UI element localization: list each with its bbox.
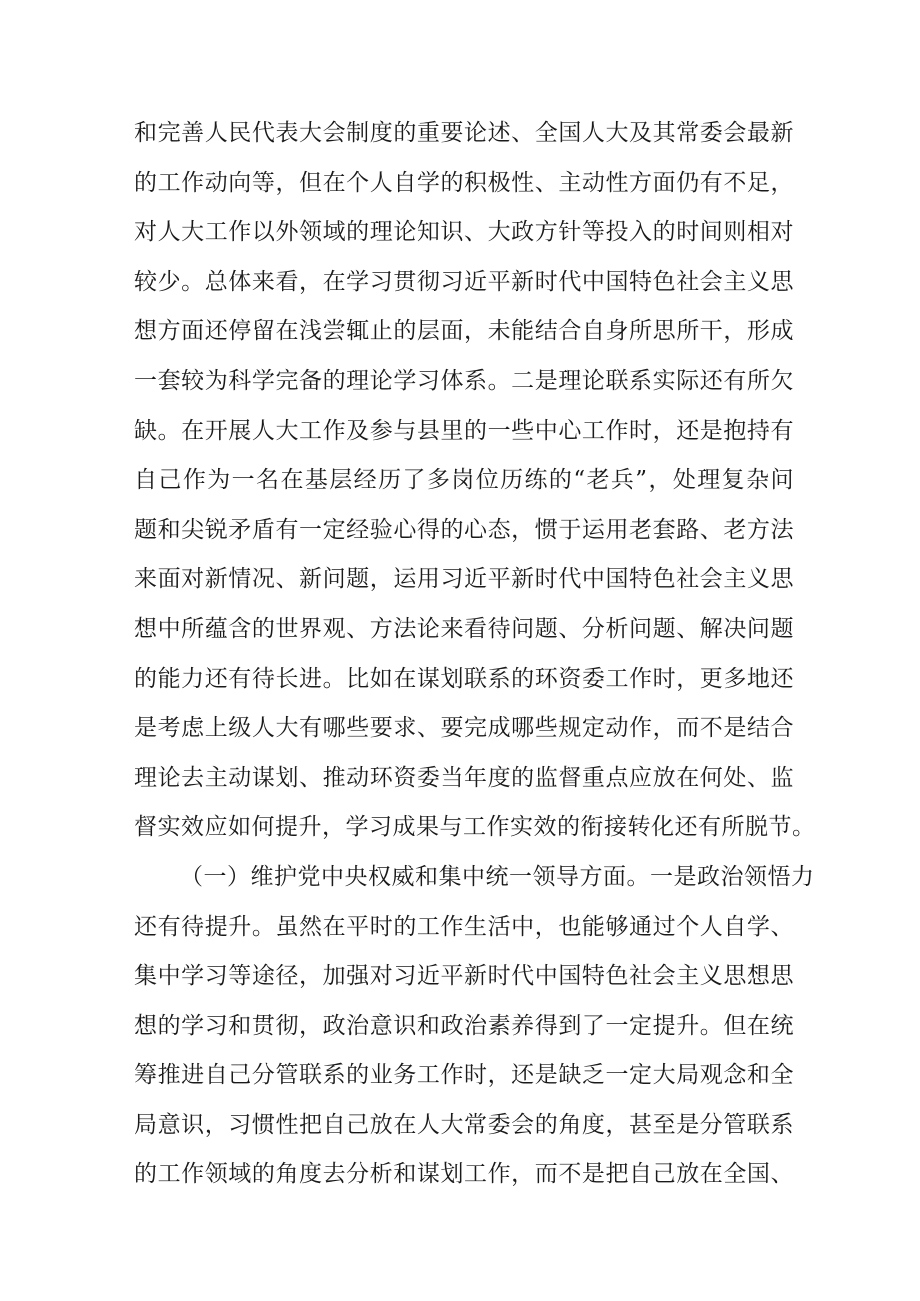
text-line: 的工作动向等，但在个人自学的积极性、主动性方面仍有不足， <box>134 169 794 196</box>
text-line: 来面对新情况、新问题，运用习近平新时代中国特色社会主义思 <box>134 566 794 593</box>
text-line: 对人大工作以外领域的理论知识、大政方针等投入的时间则相对 <box>134 219 794 246</box>
text-line: 较少。总体来看，在学习贯彻习近平新时代中国特色社会主义思 <box>134 268 794 295</box>
text-line: 筹推进自己分管联系的业务工作时，还是缺乏一定大局观念和全 <box>134 1062 794 1089</box>
text-line: 是考虑上级人大有哪些要求、要完成哪些规定动作，而不是结合 <box>134 715 794 742</box>
text-line: 理论去主动谋划、推动环资委当年度的监督重点应放在何处、监 <box>134 764 794 791</box>
text-line: 缺。在开展人大工作及参与县里的一些中心工作时，还是抱持有 <box>134 417 794 444</box>
body-text <box>134 109 816 1200</box>
text-line: 一套较为科学完备的理论学习体系。二是理论联系实际还有所欠 <box>134 367 794 394</box>
text-line: 自己作为一名在基层经历了多岗位历练的“老兵”，处理复杂问 <box>134 467 794 494</box>
text-line: 想中所蕴含的世界观、方法论来看待问题、分析问题、解决问题 <box>134 615 794 642</box>
text-line: 督实效应如何提升，学习成果与工作实效的衔接转化还有所脱节。 <box>134 814 816 841</box>
text-line: 想的学习和贯彻，政治意识和政治素养得到了一定提升。但在统 <box>134 1012 794 1039</box>
text-line: 集中学习等途径，加强对习近平新时代中国特色社会主义思想思 <box>134 963 794 990</box>
text-line: 想方面还停留在浅尝辄止的层面，未能结合自身所思所干，形成 <box>134 318 794 345</box>
text-line: 和完善人民代表大会制度的重要论述、全国人大及其常委会最新 <box>134 120 794 146</box>
text-line: 局意识，习惯性把自己放在人大常委会的角度，甚至是分管联系 <box>134 1111 794 1138</box>
text-line: 题和尖锐矛盾有一定经验心得的心态，惯于运用老套路、老方法 <box>134 516 794 543</box>
section-heading-line: （一）维护党中央权威和集中统一领导方面。一是政治领悟力 <box>180 863 815 890</box>
text-line: 还有待提升。虽然在平时的工作生活中，也能够通过个人自学、 <box>134 913 794 940</box>
text-line: 的能力还有待长进。比如在谋划联系的环资委工作时，更多地还 <box>134 665 794 692</box>
text-line: 的工作领域的角度去分析和谋划工作，而不是把自己放在全国、 <box>134 1161 794 1188</box>
